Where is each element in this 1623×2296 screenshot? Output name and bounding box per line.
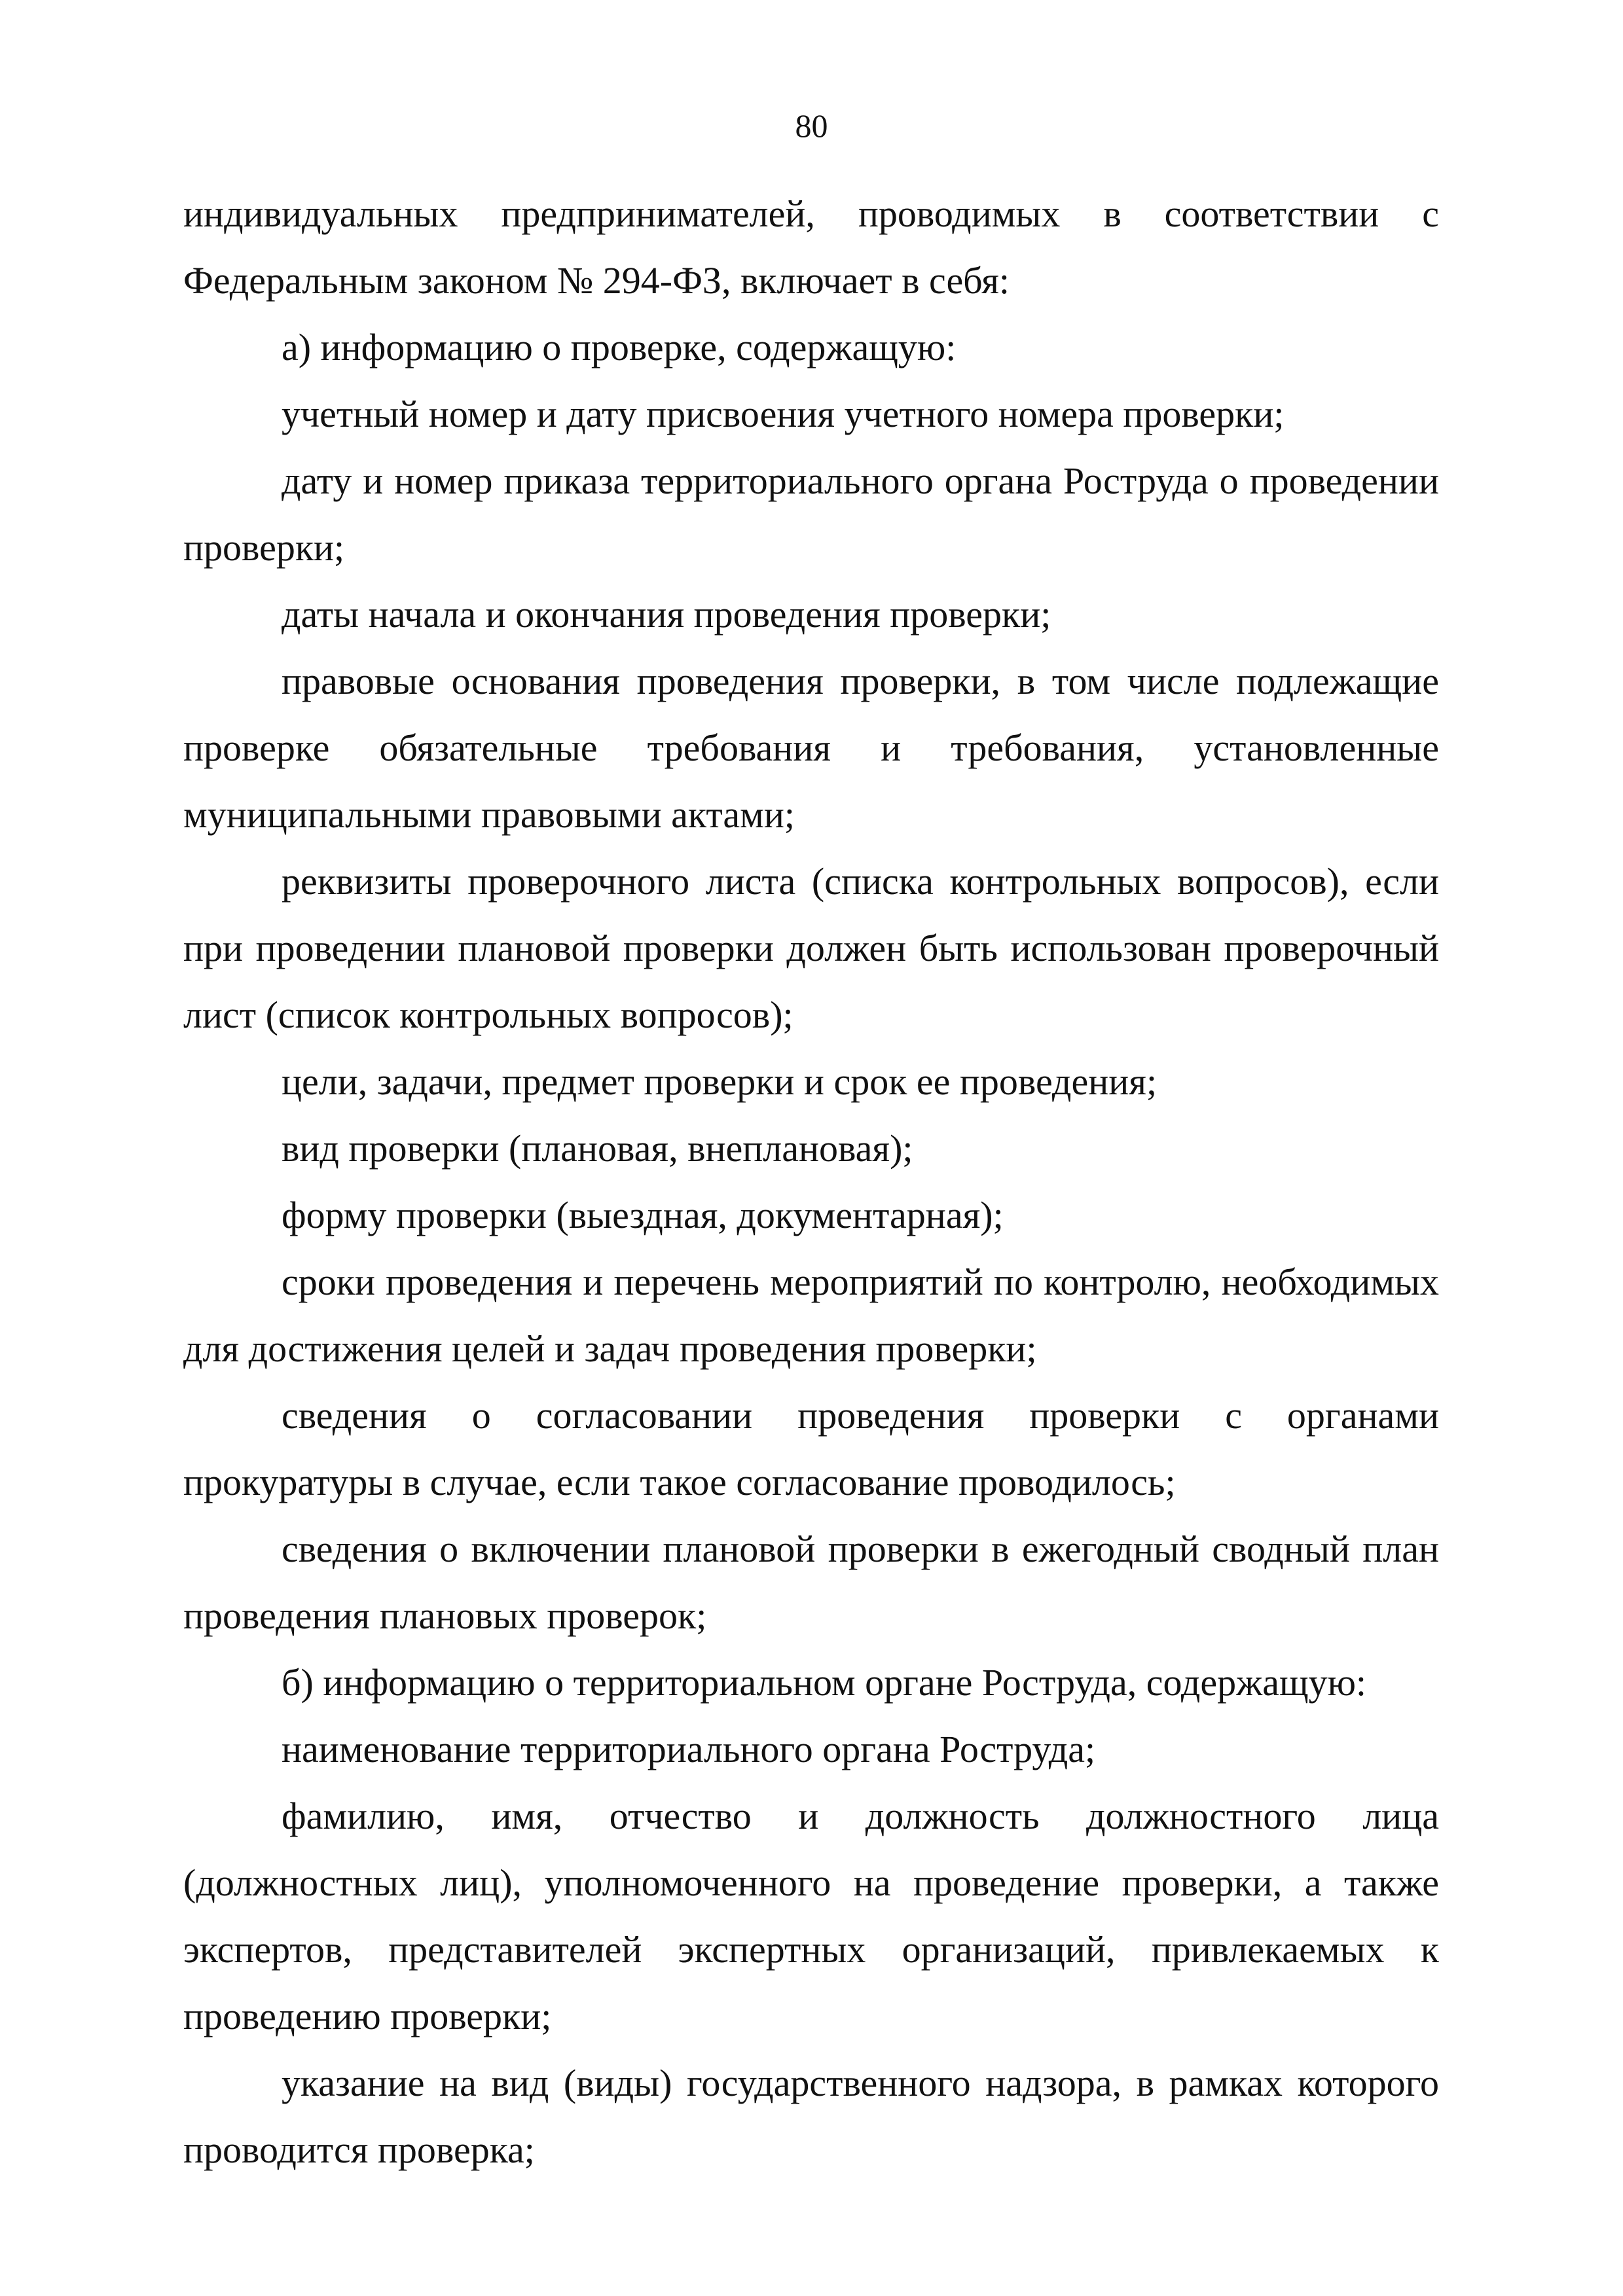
paragraph: дату и номер приказа территориального органа Роструда о проведении проверки; xyxy=(183,459,1439,569)
paragraph: сведения о включении плановой проверки в ежегодный сводный план проведения плановых проверок; xyxy=(183,1528,1439,1637)
paragraph: сроки проведения и перечень мероприятий по контролю, необходимых для достижения целей и задач проведения проверки; xyxy=(183,1261,1439,1370)
document-body xyxy=(183,181,1439,2183)
paragraph: наименование территориального органа Роструда; xyxy=(282,1728,1096,1770)
paragraph: сведения о согласовании проведения проверки с органами прокуратуры в случае, если такое согласование проводилось; xyxy=(183,1394,1439,1503)
paragraph-continuation: индивидуальных предпринимателей, проводимых в соответствии с Федеральным законом № 294-ФЗ, включает в себя: xyxy=(183,192,1439,302)
paragraph: указание на вид (виды) государственного надзора, в рамках которого проводится проверка; xyxy=(183,2062,1439,2171)
paragraph: фамилию, имя, отчество и должность должностного лица (должностных лиц), уполномоченного на проведение проверки, а также экспертов, представителей экспертных организаций, привлекаемых к проведению проверки; xyxy=(183,1795,1439,2037)
paragraph: правовые основания проведения проверки, в том числе подлежащие проверке обязательные требования и требования, установленные муниципальными правовыми актами; xyxy=(183,660,1439,836)
paragraph: даты начала и окончания проведения проверки; xyxy=(282,593,1051,636)
paragraph-item-b: б) информацию о территориальном органе Роструда, содержащую: xyxy=(282,1661,1367,1704)
paragraph: форму проверки (выездная, документарная); xyxy=(282,1194,1004,1236)
paragraph: реквизиты проверочного листа (списка контрольных вопросов), если при проведении плановой проверки должен быть использован проверочный лист (список контрольных вопросов); xyxy=(183,860,1439,1036)
paragraph: учетный номер и дату присвоения учетного номера проверки; xyxy=(282,393,1285,435)
paragraph: цели, задачи, предмет проверки и срок ее проведения; xyxy=(282,1060,1158,1103)
paragraph: вид проверки (плановая, внеплановая); xyxy=(282,1127,913,1170)
page-number: 80 xyxy=(795,107,828,144)
paragraph-item-a: а) информацию о проверке, содержащую: xyxy=(282,326,957,368)
